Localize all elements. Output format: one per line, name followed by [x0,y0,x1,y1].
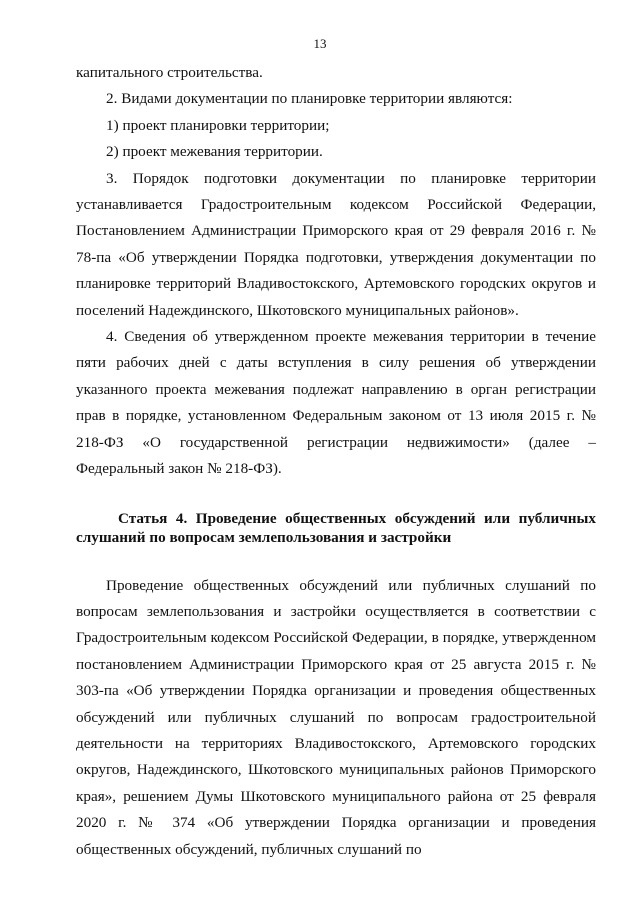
article-4-heading: Статья 4. Проведение общественных обсуждений или публичных слушаний по вопросам землепользования и застройки [76,509,596,546]
paragraph-public-hearings: Проведение общественных обсуждений или публичных слушаний по вопросам землепользования и застройки осуществляется в соответствии с Градостроительным кодексом Российской Федерации, в порядке, утвержденном постановлением Администрации Приморского края от 25 августа 2015 г. № 303-па «Об утверждении Порядка организации и проведения общественных обсуждений или публичных слушаний по вопросам градостроительной деятельности на территориях Владивостокского, Артемовского городских округов, Надеждинского, Шкотовского муниципальных районов Приморского края», решением Думы Шкотовского муниципального района от 25 февраля 2020 г. № 374 «Об утверждении Порядка организации и проведения общественных обсуждений, публичных слушаний по [76,576,596,858]
list-item-planning-project: 1) проект планировки территории; [106,116,330,134]
paragraph-approved-project-info: 4. Сведения об утвержденном проекте межевания территории в течение пяти рабочих дней с даты вступления в силу решения об утверждении указанного проекта межевания подлежат направлению в орган регистрации прав в порядке, установленном Федеральным законом от 13 июля 2015 г. № 218-ФЗ «О государственной регистрации недвижимости» (далее – Федеральный закон № 218-ФЗ). [76,328,596,478]
paragraph-preparation-procedure: 3. Порядок подготовки документации по планировке территории устанавливается Градостроительным кодексом Российской Федерации, Постановлением Администрации Приморского края от 29 февраля 2016 г. № 78-па «Об утверждении Порядка подготовки, утверждения документации по планировке территорий Владивостокского, Артемовского городских округов и поселений Надеждинского, Шкотовского муниципальных районов». [76,169,596,319]
list-item-surveying-project: 2) проект межевания территории. [106,143,323,161]
paragraph-continuation: капитального строительства. [76,64,263,81]
page-number: 13 [313,36,327,51]
document-body [76,60,596,863]
paragraph-documentation-types: 2. Видами документации по планировке территории являются: [106,90,513,108]
